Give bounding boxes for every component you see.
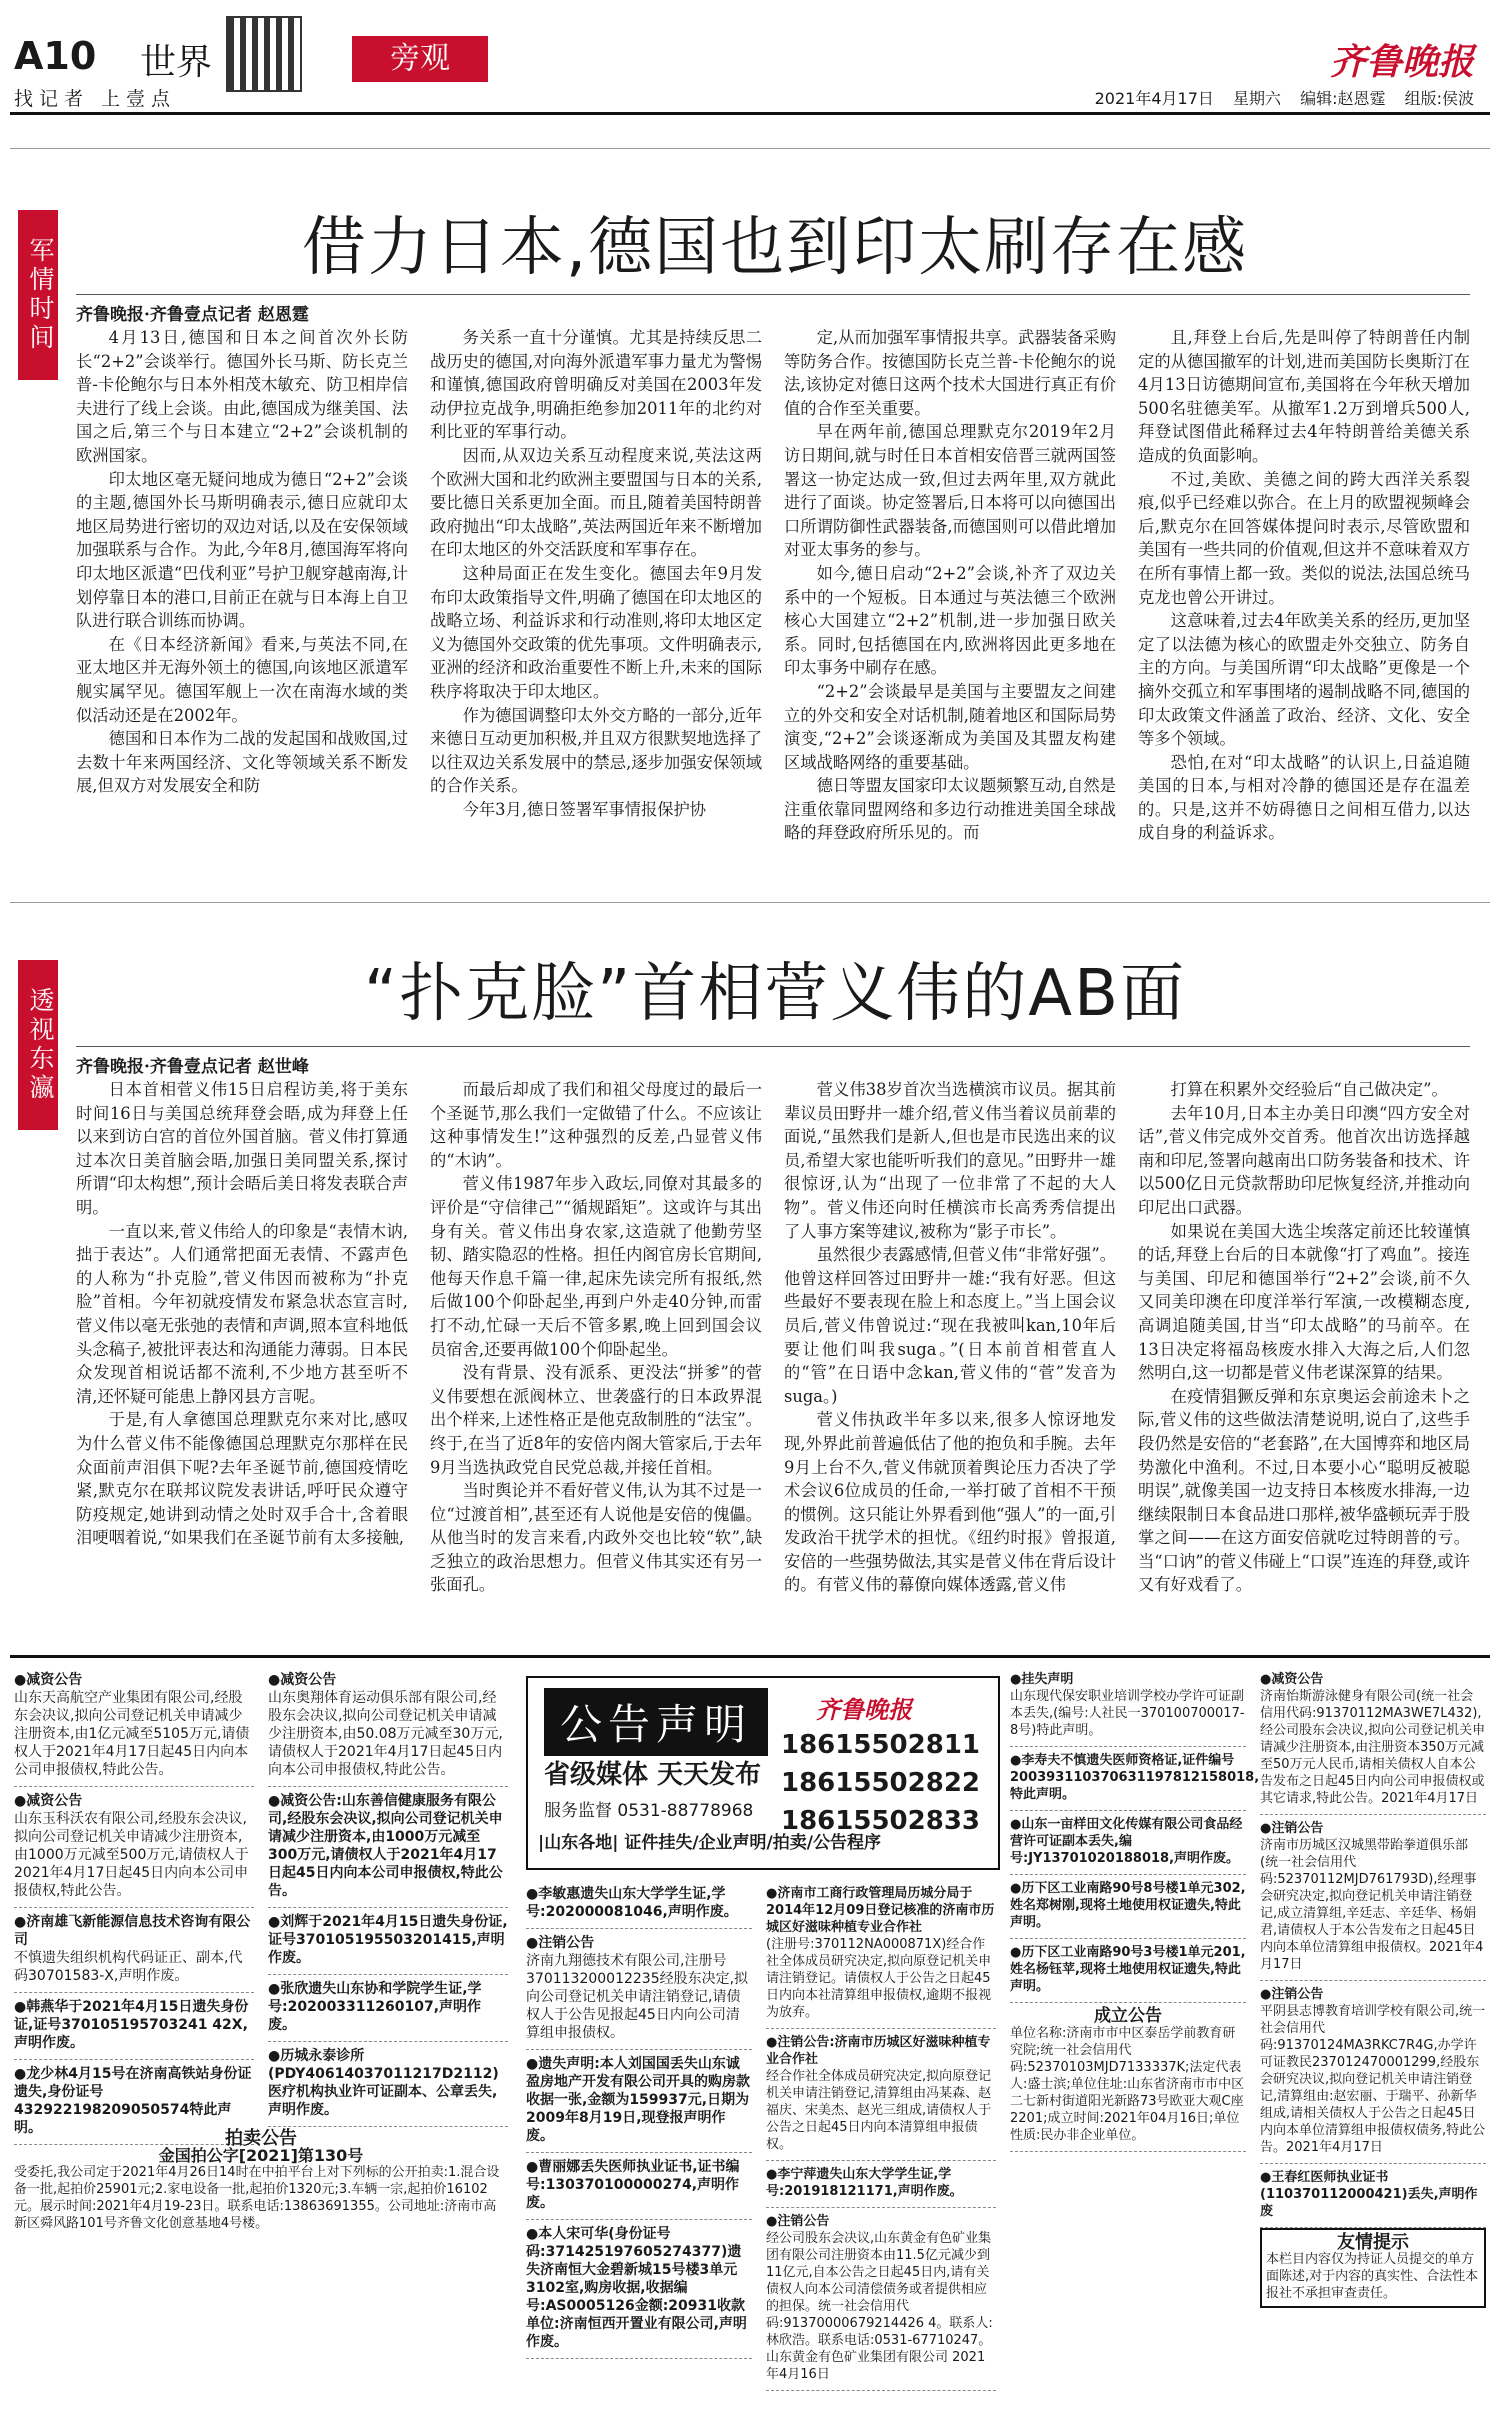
auction-notice (14, 2130, 508, 2232)
paragraph: 虽然很少表露感情,但菅义伟“非常好强”。他曾这样回答过田野井一雄:“我有好恶。但这些最好不要表现在脸上和态度上。”当上国会议员后,菅义伟曾说过:“现在我被叫kan,10年后要让他们叫我suga。”(日本前首相菅直人的“管”在日语中念kan,菅义伟的“菅”发音为suga。) (784, 1245, 1116, 1406)
article1-byline: 齐鲁晚报·齐鲁壹点记者 赵恩霆 (76, 305, 309, 325)
notice-head: ●张欣遗失山东协和学院学生证,学号:202003311260107,声明作废。 (268, 1981, 482, 2033)
paragraph: 定,从而加强军事情报共享。武器装备采购等防务合作。按德国防长克兰普-卡伦鲍尔的说法,该协定对德日这两个技术大国进行真正有价值的合作至关重要。 (784, 328, 1116, 418)
article1-column-tag: 军情时间 (18, 210, 58, 380)
column-tag: 旁观 (352, 36, 488, 82)
notice-body: 山东玉科沃农有限公司,经股东会决议,拟向公司登记机关申请减少注册资本,由1000万元减至500万元,请债权人于2021年4月17日起45日内向本公司申报债权,特此公告。 (14, 1811, 249, 1899)
ad-brand-logo: 齐鲁晚报 (816, 1695, 912, 1724)
classified-notices (10, 1655, 1490, 2408)
article2-column-tag: 透视东瀛 (18, 960, 58, 1130)
notice-head: ●注销公告 (1260, 1821, 1324, 1836)
paragraph: 印太地区毫无疑问地成为德日“2+2”会谈的主题,德国外长马斯明确表示,德日应就印太地区局势进行密切的双边对话,以及在安保领域加强联系与合作。为此,今年8月,德国海军将向印太地区派遣“巴伐利亚”号护卫舰穿越南海,计划停靠日本的港口,目前正在就与日本海上自卫队进行联合训练而协调。 (76, 469, 408, 631)
tip-body: 本栏目内容仅为持证人员提交的单方面陈述,对于内容的真实性、合法性本报社不承担审查责任。 (1266, 2252, 1479, 2301)
notice-item (1010, 1875, 1246, 1939)
notice-item (1260, 1666, 1486, 1815)
paragraph: 菅义伟1987年步入政坛,同僚对其最多的评价是“守信律己”“循规蹈矩”。这或许与其出身有关。菅义伟出身农家,这造就了他勤劳坚韧、踏实隐忍的性格。担任内阁官房长官期间,他每天作息千篇一律,起床先读完所有报纸,然后做100个仰卧起坐,再到户外走40分钟,而雷打不动,忙碌一天后不管多累,晚上回到国会议员宿舍,还要再做100个仰卧起坐。 (430, 1174, 762, 1359)
paragraph: 当时舆论并不看好菅义伟,认为其不过是一位“过渡首相”,甚至还有人说他是安倍的傀儡。从他当时的发言来看,内政外交也比较“软”,缺乏独立的政治思想力。但菅义伟其实还有另一张面孔。 (430, 1481, 762, 1595)
paragraph: 在《日本经济新闻》看来,与英法不同,在亚太地区并无海外领土的德国,向该地区派遣军舰实属罕见。德国军舰上一次在南海水域的类似活动还是在2002年。 (76, 634, 408, 725)
notice-column (1260, 1666, 1486, 2308)
notice-item (268, 1908, 508, 1975)
paragraph: 这种局面正在发生变化。德国去年9月发布印太政策指导文件,明确了德国在印太地区的战略立场、利益诉求和行动准则,将印太地区定义为德国外交政策的优先事项。文件明确表示,亚洲的经济和政治重要性不断上升,未来的国际秩序将取决于印太地区。 (430, 563, 762, 701)
article2-byline: 齐鲁晚报·齐鲁壹点记者 赵世峰 (76, 1057, 309, 1077)
notice-item (1010, 2003, 1246, 2152)
paragraph: 如今,德日启动“2+2”会谈,补齐了双边关系中的一个短板。日本通过与英法德三个欧洲核心大国建立“2+2”机制,进一步加强日欧关系。同时,包括德国在内,欧洲将因此更多地在印太事务中刷存在感。 (784, 563, 1116, 678)
notice-head: ●减资公告 (14, 1793, 83, 1809)
notice-item (14, 1908, 254, 1993)
notice-head: 成立公告 (1094, 2006, 1162, 2026)
auction-title: 拍卖公告 (225, 2128, 297, 2149)
paragraph: 菅义伟38岁首次当选横滨市议员。据其前辈议员田野井一雄介绍,菅义伟当着议员前辈的面说,“虽然我们是新人,但也是市民选出来的议员,希望大家也能听听我们的意见。”田野井一雄很惊讶,认为“出现了一位非常了不起的大人物”。菅义伟还向时任横滨市长高秀秀信提出了人事方案等建议,被称为“影子市长”。 (784, 1080, 1116, 1241)
paragraph: 德国和日本作为二战的发起国和战败国,过去数十年来两国经济、文化等领域关系不断发展,但双方对发展安全和防 (76, 729, 408, 796)
ad-title: 公告声明 (544, 1688, 768, 1756)
notice-head: ●注销公告:济南市历城区好滋味种植专业合作社 (766, 2035, 991, 2067)
issue-date: 2021年4月17日 (1094, 89, 1214, 108)
paragraph: 这意味着,过去4年欧美关系的经历,更加坚定了以法德为核心的欧盟走外交独立、防务自主的方向。与美国所谓“印太战略”更像是一个摘外交孤立和军事围堵的遏制战略不同,德国的印太政策文件涵盖了政治、经济、文化、安全等多个领域。 (1138, 611, 1470, 749)
notice-body: 经公司股东会决议,山东黄金有色矿业集团有限公司注册资本由11.5亿元减少到11亿元,自本公告之日起45日内,请有关债权人向本公司清偿债务或者提供相应的担保。统一社会信用代码:91370000679214426 4。联系人:林欣浩。联系电话:0531-67710247。山东黄金有色矿业集团有限公司 2021年4月16日 (766, 2231, 993, 2382)
notice-item (1260, 1981, 1486, 2164)
notice-item (766, 2029, 996, 2161)
header-rule (10, 112, 1490, 115)
ad-phones (781, 1726, 980, 1840)
notice-body: 山东奥翔体育运动俱乐部有限公司,经股东会决议,拟向公司登记机关申请减少注册资本,由50.08万元减至30万元,请债权人于2021年4月17日起45日内向本公司申报债权,特此公告。 (268, 1690, 503, 1778)
notice-body: 济南九翔德技术有限公司,注册号370113200012235经股东决定,拟向公司登记机关申请注销登记,请债权人于公告见报起45日内向公司清算组申报债权。 (526, 1953, 749, 2041)
ad-phone: 18615502833 (781, 1806, 980, 1836)
notice-column (14, 1666, 254, 2145)
notice-head: ●李宁萍遗失山东大学学生证,学号:201918121171,声明作废。 (766, 2167, 963, 2199)
notice-item (1010, 1939, 1246, 2003)
notice-head: ●李敏惠遗失山东大学学生证,学号:202000081046,声明作废。 (526, 1886, 738, 1920)
qr-code-icon (226, 16, 302, 92)
notice-head: ●济南市工商行政管理局历城分局于2014年12月09日登记核准的济南市历城区好滋味种植专业合作社 (766, 1886, 995, 1935)
notice-item (526, 1929, 752, 2050)
title-rule (76, 1046, 1470, 1047)
notice-item (526, 2153, 752, 2220)
notice-body: 山东天高航空产业集团有限公司,经股东会决议,拟向公司登记机关申请减少注册资本,由1亿元减至5105万元,请债权人于2021年4月17日起45日内向本公司申报债权,特此公告。 (14, 1690, 250, 1778)
weekday: 星期六 (1232, 89, 1281, 108)
paragraph: 作为德国调整印太外交方略的一部分,近年来德日互动更加积极,并且双方很默契地选择了以往双边关系发展中的禁忌,逐步加强安保领域的合作关系。 (430, 705, 762, 796)
ad-phone: 18615502811 (781, 1730, 980, 1760)
paragraph: 于是,有人拿德国总理默克尔来对比,感叹为什么菅义伟不能像德国总理默克尔那样在民众面前声泪俱下呢?去年圣诞节前,德国疫情吃紧,默克尔在联邦议院发表讲话,呼吁民众遵守防疫规定,她讲到动情之处时双手合十,含着眼泪哽咽着说,“如果我们在圣诞节前有太多接触, (76, 1410, 408, 1548)
notice-body: 单位名称:济南市市中区泰岳学前教育研究院;统一社会信用代码:52370103MJD7133337K;法定代表人:盛士滨;单位住址:山东省济南市市中区二七新村街道阳光新路73号欧亚大观C座2201;成立时间:2021年04月16日;单位性质:民办非企业单位。 (1010, 2026, 1245, 2143)
slogan: 找记者 上壹点 (14, 88, 177, 110)
article1-body (76, 326, 1470, 866)
article1-col (1138, 326, 1470, 866)
ad-slogan: 省级媒体 天天发布 (544, 1760, 762, 1790)
editor: 编辑:赵恩霆 (1300, 89, 1386, 108)
paragraph: 务关系一直十分谨慎。尤其是持续反思二战历史的德国,对向海外派遣军事力量尤为警惕和谨慎,德国政府曾明确反对美国在2003年发动伊拉克战争,明确拒绝参加2011年的北约对利比亚的军事行动。 (430, 328, 762, 442)
article1-col (76, 326, 408, 866)
page-number: A10 (14, 34, 97, 78)
notice-column (766, 1880, 996, 2391)
notice-head: ●挂失声明 (1010, 1672, 1074, 1687)
notice-item (268, 1787, 508, 1908)
ad-footer: |山东各地| 证件挂失/企业声明/拍卖/公告程序 (538, 1833, 881, 1853)
notice-body: 经合作社全体成员研究决定,拟向原登记机关申请注销登记,清算组由冯某森、赵福庆、宋美杰、赵光三组成,请债权人于公告之日起45日内向本清算组申报债权。 (766, 2069, 992, 2152)
paragraph: 德日等盟友国家印太议题频繁互动,自然是注重依靠同盟网络和多边行动推进美国全球战略的拜登政府所乐见的。而 (784, 776, 1116, 843)
section-divider (10, 902, 1490, 903)
paragraph: 如果说在美国大选尘埃落定前还比较谨慎的话,拜登上台后的日本就像“打了鸡血”。接连与美国、印尼和德国举行“2+2”会谈,前不久又同美印澳在印度洋举行军演,一改模糊态度,高调追随美国,甘当“印太战略”的马前卒。在13日决定将福岛核废水排入大海之后,人们忽然明白,这一切都是菅义伟老谋深算的结果。 (1138, 1221, 1470, 1383)
notice-body: 山东现代保安职业培训学校办学许可证副本丢失,(编号:人社民一370100700017-8号)特此声明。 (1010, 1689, 1245, 1738)
notice-head: ●龙少林4月15号在济南高铁站身份证遗失,身份证号432922198209050574特此声明。 (14, 2066, 252, 2136)
notice-item (1010, 1666, 1246, 1747)
auction-subtitle: 金国拍公字[2021]第130号 (158, 2146, 364, 2165)
title-rule (76, 294, 1470, 295)
notice-head: ●减资公告 (1260, 1672, 1324, 1687)
paragraph: 早在两年前,德国总理默克尔2019年2月访日期间,就与时任日本首相安倍晋三就两国签署这一协定达成一致,但过去两年里,双方就此进行了面谈。协定签署后,日本将可以向德国出口所谓防御性武器装备,而德国则可以借此增加对亚太事务的参与。 (784, 422, 1116, 560)
notice-head: ●注销公告 (526, 1935, 595, 1951)
notice-item (526, 2220, 752, 2359)
article2-body (76, 1078, 1470, 1630)
notice-head: ●王春红医师执业证书(110370112000421)丢失,声明作废 (1260, 2170, 1478, 2219)
ad-contact: 服务监督 0531-88778968 (544, 1801, 754, 1821)
notice-head: ●刘辉于2021年4月15日遗失身份证,证号370105195503201415,声明作废。 (268, 1914, 508, 1966)
article2-col (76, 1078, 408, 1630)
section-name: 世界 (140, 42, 213, 83)
notice-item (268, 1666, 508, 1787)
notice-item (766, 2161, 996, 2208)
tip-title: 友情提示 (1337, 2232, 1409, 2253)
notice-head: ●济南雄飞新能源信息技术咨询有限公司 (14, 1914, 251, 1948)
article1-col (784, 326, 1116, 866)
notice-column (1010, 1666, 1260, 2152)
notice-body: 平阴县志博教育培训学校有限公司,统一社会信用代码:91370124MA3RKC7R4G,办学许可证教民237012470001299,经股东会研究决议,拟向登记机关申请注销登记,清算组由:赵宏丽、于瑞平、孙新华组成,请相关债权人于公告之日起45日内向本单位清算组申报债权债务,特此公告。2021年4月17日 (1260, 2004, 1486, 2155)
paragraph: 不过,美欧、美德之间的跨大西洋关系裂痕,似乎已经难以弥合。在上月的欧盟视频峰会后,默克尔在回答媒体提问时表示,尽管欧盟和美国有一些共同的价值观,但这并不意味着双方在所有事情上都一致。类似的说法,法国总统马克龙也曾公开讲过。 (1138, 469, 1470, 607)
designer: 组版:侯波 (1404, 89, 1474, 108)
auction-body: 受委托,我公司定于2021年4月26日14时在中拍平台上对下列标的公开拍卖:1.混合设备一批,起拍价25901元;2.家电设备一批,起拍价1320元;3.车辆一宗,起拍价16102元。展示时间:2021年4月19-23日。联系电话:13863691355。公司地址:济南市高新区舜风路101号齐鲁文化创意基地4号楼。 (14, 2165, 500, 2231)
notice-item (268, 2042, 508, 2127)
article1-title: 借力日本,德国也到印太刷存在感 (301, 211, 1249, 285)
paragraph: 今年3月,德日签署军事情报保护协 (462, 799, 707, 819)
section-divider (10, 148, 1490, 149)
notice-body: 不慎遗失组织机构代码证正、副本,代码30701583-X,声明作废。 (14, 1950, 243, 1984)
paragraph: 在疫情猖獗反弹和东京奥运会前途未卜之际,菅义伟的这些做法清楚说明,说白了,这些手段仍然是安倍的“老套路”,在大国博弈和地区局势激化中渔利。不过,日本要小心“聪明反被聪明误”,就像美国一边支持日本核废水排海,一边继续限制日本食品进口那样,被华盛顿玩弄于股掌之间——在这方面安倍就吃过特朗普的亏。当“口讷”的菅义伟碰上“口误”连连的拜登,或许又有好戏看了。 (1138, 1386, 1470, 1595)
paragraph: 一直以来,菅义伟给人的印象是“表情木讷,拙于表达”。人们通常把面无表情、不露声色的人称为“扑克脸”,菅义伟因而被称为“扑克脸”首相。今年初就疫情发布紧急状态宣言时,菅义伟以毫无张弛的表情和声调,照本宣科地低头念稿子,被批评表达和沟通能力薄弱。日本民众发现首相说话都不流利,不少地方甚至听不清,还怀疑可能患上静冈县方言呢。 (76, 1221, 408, 1406)
paragraph: 恐怕,在对“印太战略”的认识上,日益追随美国的日本,与相对冷静的德国还是存在温差的。只是,这并不妨碍德日之间相互借力,以达成自身的利益诉求。 (1138, 752, 1470, 843)
notice-item (14, 1787, 254, 1908)
notice-item (1010, 1811, 1246, 1875)
article2-title: “扑克脸”首相菅义伟的AB面 (364, 957, 1186, 1031)
notice-item (526, 1880, 752, 1929)
notice-head: ●韩燕华于2021年4月15日遗失身份证,证号370105195703241 42X,声明作废。 (14, 1999, 249, 2051)
notice-column (268, 1666, 508, 2127)
ad-phone: 18615502822 (781, 1768, 980, 1798)
notice-head: ●注销公告 (1260, 1987, 1324, 2002)
paragraph: 4月13日,德国和日本之间首次外长防长“2+2”会谈举行。德国外长马斯、防长克兰普-卡伦鲍尔与日本外相茂木敏充、防卫相岸信夫进行了线上会谈。由此,德国成为继美国、法国之后,第三个与日本建立“2+2”会谈机制的欧洲国家。 (76, 328, 408, 465)
article2-col (784, 1078, 1116, 1630)
newspaper-logo: 齐鲁晚报 (1329, 41, 1474, 83)
article1-col (430, 326, 762, 866)
notice-item (526, 2050, 752, 2153)
paragraph: “2+2”会谈最早是美国与主要盟友之间建立的外交和安全对话机制,随着地区和国际局势演变,“2+2”会谈逐渐成为美国及其盟友构建区域战略网络的重要基础。 (784, 681, 1116, 772)
notice-head: ●历下区工业南路90号3号楼1单元201,姓名杨钰苹,现将土地使用权证遗失,特此声明。 (1010, 1945, 1246, 1994)
friendly-tip-box (1260, 2228, 1486, 2308)
notice-item (268, 1975, 508, 2042)
notice-head: ●本人宋可华(身份证号码:371425197605274377)遗失济南恒大金碧新城15号楼3单元3102室,购房收据,收据编号:AS0005126金额:20931收款单位:济南恒西开置业有限公司,声明作废。 (526, 2226, 747, 2350)
paragraph: 且,拜登上台后,先是叫停了特朗普任内制定的从德国撤军的计划,进而美国防长奥斯汀在4月13日访德期间宣布,美国将在今年秋天增加500名驻德美军。从撤军1.2万到增兵500人,拜登试图借此稀释过去4年特朗普给美德关系造成的负面影响。 (1138, 328, 1470, 465)
notice-head: ●减资公告 (14, 1672, 83, 1688)
notice-head: ●历下区工业南路90号8号楼1单元302,姓名郑树刚,现将土地使用权证遗失,特此声明。 (1010, 1881, 1246, 1930)
notice-item (766, 1880, 996, 2029)
notice-body: (注册号:370112NA000871X)经合作社全体成员研究决定,拟向原登记机关申请注销登记。请债权人于公告之日起45日内向本社清算组申报债权,逾期不报视为放弃。 (766, 1937, 992, 2020)
notice-column (526, 1880, 752, 2359)
notice-item (1260, 1815, 1486, 1981)
paragraph: 而最后却成了我们和祖父母度过的最后一个圣诞节,那么我们一定做错了什么。不应该让这种事情发生!”这种强烈的反差,凸显菅义伟的“木讷”。 (430, 1080, 762, 1170)
notice-item (1010, 1747, 1260, 1811)
notice-ad-box (526, 1676, 1000, 1870)
notice-item (14, 1666, 254, 1787)
article2-col (1138, 1078, 1470, 1630)
dateline (1081, 86, 1474, 109)
paragraph: 菅义伟执政半年多以来,很多人惊讶地发现,外界此前普遍低估了他的抱负和手腕。去年9月上台不久,菅义伟就顶着舆论压力否决了学术会议6位成员的任命,一举打破了首相不干预的惯例。这只能让外界看到他“强人”的一面,引发政治干扰学术的担忧。《纽约时报》曾报道,安倍的一些强势做法,其实是菅义伟在背后设计的。有菅义伟的幕僚向媒体透露,菅义伟 (784, 1410, 1116, 1595)
paragraph: 没有背景、没有派系、更没法“拼爹”的菅义伟要想在派阀林立、世袭盛行的日本政界混出个样来,上述性格正是他克敌制胜的“法宝”。终于,在当了近8年的安倍内阁大管家后,于去年9月当选执政党自民党总裁,并接任首相。 (430, 1363, 762, 1477)
paragraph: 去年10月,日本主办美日印澳“四方安全对话”,菅义伟完成外交首秀。他首次出访选择越南和印尼,签署向越南出口防务装备和技术、许以500亿日元贷款帮助印尼恢复经济,并推动向印尼出口武器。 (1138, 1103, 1470, 1217)
notice-item (1260, 2164, 1486, 2228)
notice-item (766, 2208, 996, 2391)
notice-body: 济南市历城区汉城黑带跆拳道俱乐部(统一社会信用代码:52370112MJD761793D),经理事会研究决定,拟向登记机关申请注销登记,成立清算组,辛廷志、辛廷华、杨娟君,请债权人于本公告发布之日起45日内向本单位清算组申报债权。2021年4月17日 (1260, 1838, 1484, 1972)
paragraph: 打算在积累外交经验后“自己做决定”。 (1170, 1080, 1448, 1099)
notice-head: ●历城永泰诊所(PDY40614037011217D2112)医疗机构执业许可证副本、公章丢失,声明作废。 (268, 2048, 499, 2118)
paragraph: 日本首相菅义伟15日启程访美,将于美东时间16日与美国总统拜登会晤,成为拜登上任以来到访白宫的首位外国首脑。菅义伟打算通过本次日美首脑会晤,加强日美同盟关系,探讨所谓“印太构想”,预计会晤后美日将发表联合声明。 (76, 1080, 408, 1217)
notice-head: ●注销公告 (766, 2214, 830, 2229)
paragraph: 因而,从双边关系互动程度来说,英法这两个欧洲大国和北约欧洲主要盟国与日本的关系,要比德日关系更加全面。而且,随着美国特朗普政府抛出“印太战略”,英法两国近年来不断增加在印太地区的外交活跃度和军事存在。 (430, 445, 762, 560)
notice-head: ●李寿夫不慎遗失医师资格证,证件编号200393110370631197812158018,特此声明。 (1010, 1753, 1260, 1802)
notice-head: ●减资公告 (268, 1672, 337, 1688)
notice-body: 济南怡斯游泳健身有限公司(统一社会信用代码:91370112MA3WE7L432),经公司股东会决议,拟向公司登记机关申请减少注册资本,由注册资本350万元减至50万元人民币,请相关债权人自本公告发布之日起45日内向公司申报债权或其它请求,特此公告。2021年4月17日 (1260, 1689, 1486, 1806)
notice-head: ●曹丽娜丢失医师执业证书,证书编号:130370100000274,声明作废。 (526, 2159, 740, 2211)
notice-head: ●遗失声明:本人刘国国丢失山东诚盈房地产开发有限公司开具的购房款收据一张,金额为159937元,日期为2009年8月19日,现登报声明作废。 (526, 2056, 750, 2144)
notice-head: ●山东一亩样田文化传媒有限公司食品经营许可证副本丢失,编号:JY13701020188018,声明作废。 (1010, 1817, 1243, 1866)
article2-col (430, 1078, 762, 1630)
notice-head: ●减资公告:山东善信健康服务有限公司,经股东会决议,拟向公司登记机关申请减少注册资本,由1000万元减至300万元,请债权人于2021年4月17日起45日内向本公司申报债权,特此公告。 (268, 1793, 503, 1899)
notice-item (14, 1993, 254, 2060)
